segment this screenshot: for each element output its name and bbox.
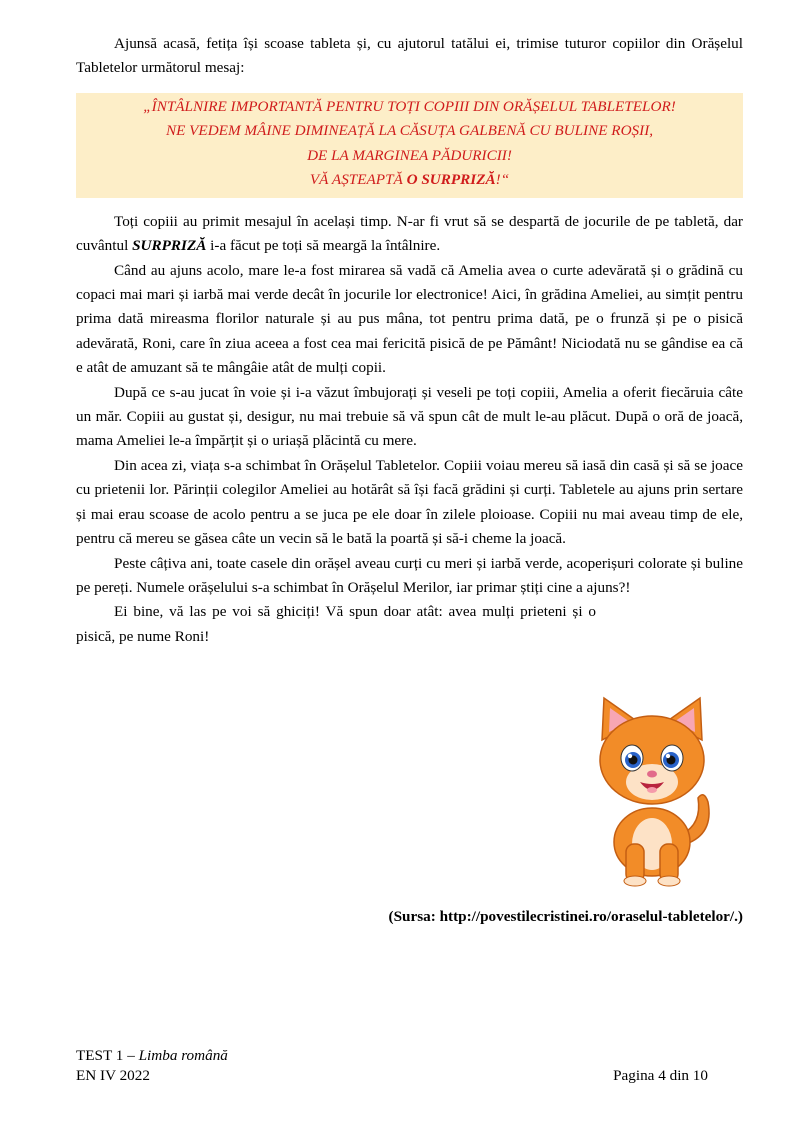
paragraph-6: Ei bine, vă las pe voi să ghiciți! Vă spun doar atât: avea mulți prieteni și o pisică, pe nume Roni! — [76, 603, 596, 645]
paragraph-2: Când au ajuns acolo, mare le-a fost mirarea să vadă că Amelia avea o curte adevărată și o grădină cu copaci mai mari și iarbă mai verde decât în jocurile lor electronice! Aici, în grădina Ameliei, au simțit pentru prima dată mireasma florilor naturale și au pus mâna, tot pentru prima dată, pe o frunză și pe o pisică adevărată, Roni, care în ziua aceea a fost cea mai fericită pisică de pe Pământ! Niciodată nu se gândise ea că e atât de amuzant să te mângâie atât de mulți copii. — [76, 261, 743, 377]
paragraph-3: După ce s-au jucat în voie și i-a văzut îmbujorați și veseli pe toți copiii, Amelia a oferit fiecăruia câte un măr. Copiii au gustat și, desigur, nu mai trebuie să vă spun cât de mult le-au plăcut. După o oră de joacă, mama Ameliei le-a împărțit și o uriașă plăcintă cu mere. — [76, 383, 743, 450]
message-notice-box — [76, 93, 743, 198]
source-citation: (Sursa: http://povestilecristinei.ro/oraselul-tabletelor/.) — [388, 908, 743, 925]
footer-test-label: TEST 1 – — [76, 1047, 139, 1064]
footer-page-number: Pagina 4 din 10 — [613, 1067, 708, 1084]
footer-test-line — [76, 1046, 228, 1066]
paragraph-1-end: i-a făcut pe toți să meargă la întâlnire. — [206, 237, 441, 255]
footer-subject: Limba română — [138, 1047, 228, 1064]
notice-line-2: NE VEDEM MÂINE DIMINEAȚĂ LA CĂSUȚA GALBENĂ CU BULINE ROȘII, — [165, 122, 654, 140]
cat-illustration-icon — [590, 694, 720, 888]
notice-surprise-bold: O SURPRIZĂ — [406, 171, 496, 189]
footer-exam: EN IV 2022 — [76, 1067, 150, 1084]
notice-line-4-end: !“ — [495, 171, 510, 189]
surprise-word: SURPRIZĂ — [132, 237, 207, 255]
notice-line-4-start: VĂ AȘTEAPTĂ — [309, 171, 407, 189]
intro-paragraph: Ajunsă acasă, fetița își scoase tableta și, cu ajutorul tatălui ei, trimise tuturor copiilor din Orășelul Tabletelor următorul mesaj: — [76, 35, 743, 77]
notice-line-1: „ÎNTÂLNIRE IMPORTANTĂ PENTRU TOȚI COPIII DIN ORĂȘELUL TABLETELOR! — [143, 97, 676, 115]
document-body — [76, 32, 743, 649]
paragraph-5: Peste câțiva ani, toate casele din orășel aveau curți cu meri și iarbă verde, acoperișuri colorate și buline pe pereți. Numele orășelului s-a schimbat în Orășelul Merilor, iar primar știți cine a ajuns?! — [76, 554, 743, 596]
footer-test-info — [76, 1046, 228, 1086]
notice-line-3: DE LA MARGINEA PĂDURICII! — [307, 146, 512, 164]
notice-line-4 — [76, 168, 743, 193]
paragraph-1 — [76, 210, 743, 259]
paragraph-4: Din acea zi, viața s-a schimbat în Orășelul Tabletelor. Copiii voiau mereu să iasă din casă și să se joace cu prietenii lor. Părinții colegilor Ameliei au hotărât să își facă grădini și curți. Tabletele au ajuns prin sertare și mai erau scoase de acolo pentru a se juca pe ele doar în zilele ploioase. Copiii nu mai aveau timp de ele, pentru că mereu se găsea câte un vecin să le bată la poartă și să-i cheme la joacă. — [76, 456, 743, 548]
paragraph-1-start: Toți copiii au primit mesajul în același timp. N-ar fi vrut să se despartă de jocurile de pe tabletă, dar cuvântul — [76, 212, 743, 255]
